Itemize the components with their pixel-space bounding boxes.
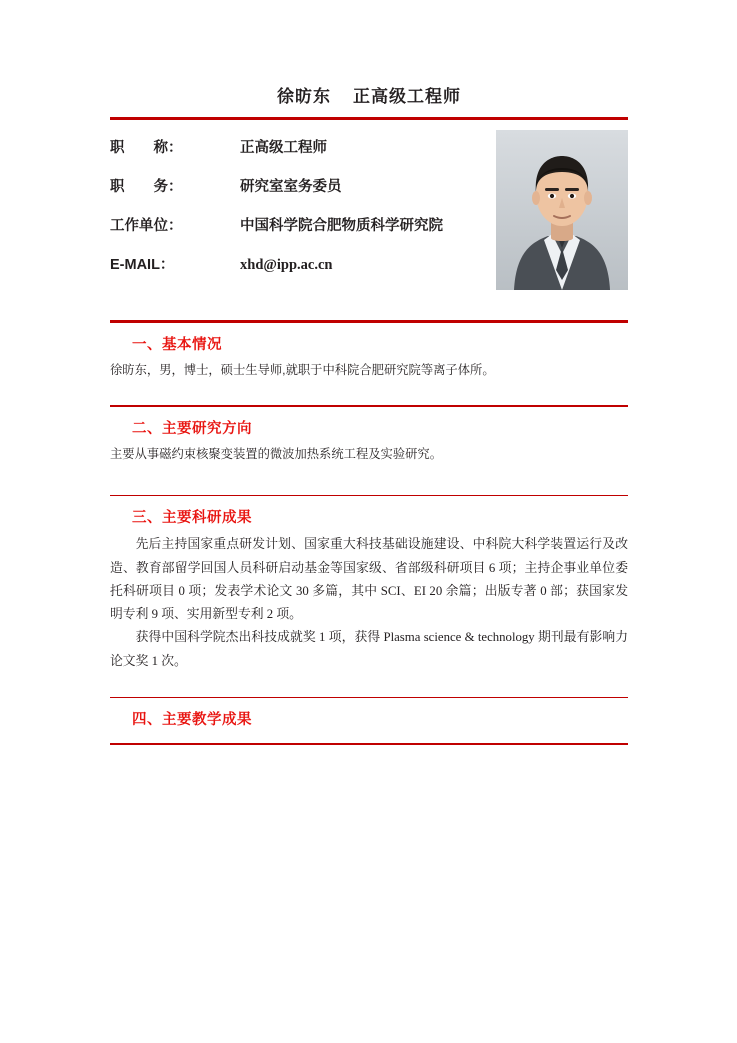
section-basic-info-body bbox=[110, 360, 628, 391]
email-row-value[interactable]: xhd@ipp.ac.cn bbox=[240, 257, 333, 273]
email-row bbox=[110, 253, 490, 274]
workplace-row bbox=[110, 214, 490, 235]
workplace-row-value: 中国科学院合肥物质科学研究院 bbox=[240, 218, 443, 234]
section-research-achievements-body bbox=[110, 533, 628, 683]
document-content bbox=[110, 82, 628, 745]
avatar bbox=[496, 130, 628, 290]
title-row-label: 职 称： bbox=[110, 140, 183, 156]
section-basic-info-heading: 一、基本情况 bbox=[132, 337, 222, 353]
section-research-achievements-paragraph-2: 获得中国科学院杰出科技成就奖 1 项，获得 Plasma science & technology 期刊最有影响力论文奖 1 次。 bbox=[110, 630, 628, 668]
email-row-label: E-MAIL： bbox=[110, 257, 175, 273]
profile-info-rows bbox=[110, 136, 490, 274]
title-row-value: 正高级工程师 bbox=[240, 140, 327, 156]
title-row bbox=[110, 136, 490, 157]
section-basic-info bbox=[110, 323, 628, 407]
section-teaching-achievements-heading: 四、主要教学成果 bbox=[132, 712, 252, 729]
page-title bbox=[110, 82, 628, 117]
section-research-direction bbox=[110, 407, 628, 497]
duty-row bbox=[110, 175, 490, 196]
workplace-row-label: 工作单位： bbox=[110, 218, 183, 234]
section-research-achievements bbox=[110, 496, 628, 698]
person-name: 徐昉东 bbox=[277, 87, 331, 106]
section-teaching-achievements-divider bbox=[110, 743, 628, 745]
person-position: 正高级工程师 bbox=[353, 87, 461, 106]
profile-info-block bbox=[110, 120, 628, 320]
section-teaching-achievements bbox=[110, 698, 628, 745]
section-basic-info-paragraph-1: 徐昉东，男，博士，硕士生导师,就职于中科院合肥研究院等离子体所。 bbox=[110, 363, 495, 377]
section-research-direction-paragraph-1: 主要从事磁约束核聚变装置的微波加热系统工程及实验研究。 bbox=[110, 446, 443, 461]
section-research-direction-heading: 二、主要研究方向 bbox=[132, 420, 252, 437]
section-research-direction-body bbox=[110, 444, 628, 475]
duty-row-label: 职 务： bbox=[110, 179, 183, 195]
section-research-achievements-heading: 三、主要科研成果 bbox=[132, 510, 252, 527]
duty-row-value: 研究室室务委员 bbox=[240, 179, 342, 195]
section-research-achievements-paragraph-1: 先后主持国家重点研发计划、国家重大科技基础设施建设、中科院大科学装置运行及改造、教育部留学回国人员科研启动基金等国家级、省部级科研项目 6 项；主持企事业单位委托科研项目 0 项；发表学术论文 30 多篇，其中 SCI、EI 20 余篇；出版专著 0 部；获国家发明专利 9 项、实用新型专利 2 项。 bbox=[110, 537, 628, 622]
